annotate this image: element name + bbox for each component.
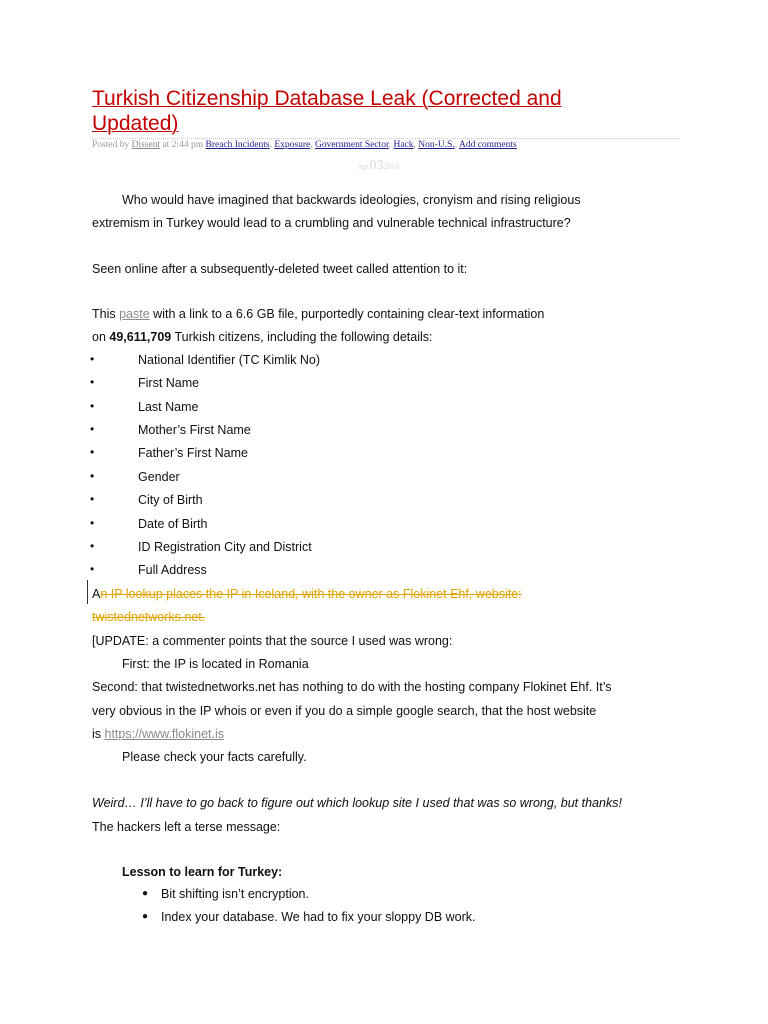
paste-paragraph-line-2 (92, 329, 433, 345)
post-meta (92, 140, 517, 150)
date-month: Apr (357, 162, 370, 171)
bullet-glyph: • (90, 422, 95, 436)
struck-paragraph-line-1 (92, 586, 522, 602)
meta-separator: , (454, 140, 459, 150)
list-item: Last Name (138, 400, 199, 414)
date-year: 2016 (383, 162, 400, 171)
list-item: Gender (138, 470, 180, 484)
update-first: First: the IP is located in Romania (122, 657, 309, 671)
hackers-message-text: The hackers left a terse message: (92, 820, 281, 834)
revision-change-bar (87, 580, 88, 604)
bullet-glyph: • (90, 516, 95, 530)
list-item: Father’s First Name (138, 446, 248, 460)
meta-separator: , (310, 140, 315, 150)
on-prefix: on (92, 330, 110, 344)
category-government-sector[interactable]: Government Sector (314, 140, 389, 150)
meta-separator: , (269, 140, 275, 150)
on-suffix: Turkish citizens, including the following details: (171, 330, 433, 344)
weird-text: Weird… I’ll have to go back to figure out which lookup site I used that was so wrong, but thanks! (92, 796, 622, 810)
title-divider (92, 138, 680, 139)
list-item: Full Address (138, 563, 207, 577)
list-item: Date of Birth (138, 517, 208, 531)
flokinet-link[interactable]: https://www.flokinet.is (104, 727, 224, 741)
meta-separator: , (388, 140, 394, 150)
list-item: Mother’s First Name (138, 423, 251, 437)
bullet-glyph: • (90, 469, 95, 483)
check-facts-text: Please check your facts carefully. (122, 750, 307, 764)
host-website-line (92, 726, 224, 742)
post-title-line-1: Turkish Citizenship Database Leak (Corrected and (92, 87, 562, 110)
post-date (357, 156, 399, 174)
category-breach-incidents[interactable]: Breach Incidents (205, 140, 270, 150)
paste-suffix: with a link to a 6.6 GB file, purportedly containing clear-text information (149, 307, 545, 321)
paste-link[interactable]: paste (119, 307, 150, 321)
list-item: National Identifier (TC Kimlik No) (138, 353, 320, 367)
struck-text: n IP lookup places the IP in Iceland, with the owner as Flokinet Ehf, website: (100, 587, 522, 601)
list-item: Index your database. We had to fix your sloppy DB work. (161, 910, 476, 924)
post-title-link[interactable] (92, 86, 692, 136)
author-link[interactable]: Dissent (131, 140, 161, 150)
update-second-line-2: very obvious in the IP whois or even if you do a simple google search, that the host website (92, 704, 597, 718)
bullet-glyph: • (90, 445, 95, 459)
category-non-us[interactable]: Non-U.S. (418, 140, 455, 150)
post-title-line-2: Updated) (92, 112, 179, 135)
bullet-glyph: • (90, 562, 95, 576)
is-prefix: is (92, 727, 105, 741)
posted-by-label: Posted by (92, 140, 132, 150)
list-item: City of Birth (138, 493, 203, 507)
struck-first-letter: A (92, 587, 101, 601)
bullet-glyph: ● (142, 888, 149, 899)
intro-line-2: extremism in Turkey would lead to a crumbling and vulnerable technical infrastructure? (92, 216, 571, 230)
paste-prefix: This (92, 307, 120, 321)
bullet-glyph: • (90, 539, 95, 553)
add-comments-link[interactable]: Add comments (458, 140, 517, 150)
intro-line-1: Who would have imagined that backwards ideologies, cronyism and rising religious (122, 193, 581, 207)
seen-online-text: Seen online after a subsequently-deleted tweet called attention to it: (92, 262, 468, 276)
struck-paragraph-line-2: twistednetworks.net. (92, 610, 206, 624)
category-exposure[interactable]: Exposure (274, 140, 311, 150)
bullet-glyph: • (90, 352, 95, 366)
bullet-glyph: • (90, 492, 95, 506)
post-time: at 2:44 pm (160, 140, 206, 150)
bullet-glyph: • (90, 399, 95, 413)
update-second-line-1: Second: that twistednetworks.net has nothing to do with the hosting company Flokinet Ehf. It’s (92, 680, 612, 694)
update-line: [UPDATE: a commenter points that the source I used was wrong: (92, 634, 453, 648)
list-item: First Name (138, 376, 200, 390)
citizen-count: 49,611,709 (109, 330, 172, 344)
meta-separator: , (413, 140, 419, 150)
paste-paragraph-line-1 (92, 306, 544, 322)
date-day: 03 (369, 158, 384, 173)
category-hack[interactable]: Hack (393, 140, 414, 150)
lesson-heading: Lesson to learn for Turkey: (122, 865, 283, 879)
bullet-glyph: • (90, 375, 95, 389)
bullet-glyph: ● (142, 911, 149, 922)
list-item: Bit shifting isn’t encryption. (161, 887, 309, 901)
list-item: ID Registration City and District (138, 540, 312, 554)
